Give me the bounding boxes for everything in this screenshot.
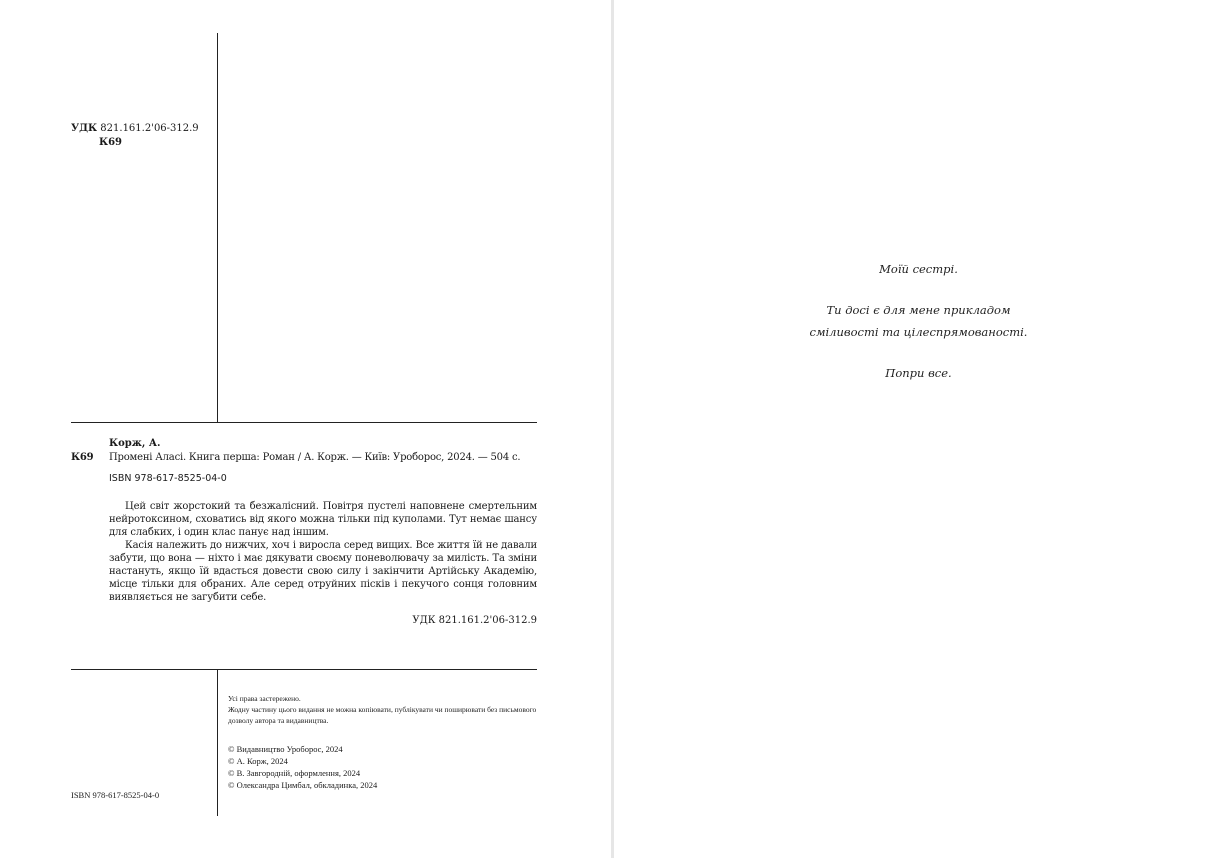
isbn-footer: ISBN 978-617-8525-04-0 [71,790,160,800]
udk-label: УДК [71,123,98,134]
annotation-paragraph: Касія належить до нижчих, хоч і виросла серед вищих. Все життя їй не давали забути, що вона — ніхто і має дякувати своєму поневолювачу за милість. Та зміни настануть, якщо їй вдасться довести свою силу і закінчити Артійську Академію, місце тільки для обраних. Але серед отруйних пісків і пекучого сонця головним виявляється не загубити себе. [109,540,537,603]
annotation-paragraph: Цей світ жорстокий та безжалісний. Повітря пустелі наповнене смертельним нейротоксином, сховатись від якого можна тільки під куполами. Тут немає шансу для слабких, і один клас панує над іншим. [109,501,537,538]
udk-classification [71,122,211,150]
dedication-line: сміливості та цілеспрямованості. [809,325,1028,339]
catalog-isbn: ISBN 978-617-8525-04-0 [109,473,227,484]
catalog-udk: УДК 821.161.2'06-312.9 [412,615,537,626]
dedication [614,258,1223,384]
catalog-author: Корж, А. [109,438,161,449]
copyright-list [228,743,543,791]
copyright-line: © Видавництво Уроборос, 2024 [228,744,343,754]
dedication-line: Ти досі є для мене прикладом [826,303,1011,317]
horizontal-rule-catalog-top [71,422,537,423]
catalog-title: Промені Аласі. Книга перша: Роман / А. Корж. — Київ: Уроборос, 2024. — 504 с. [109,452,521,463]
copyright-line: © Олександра Цимбал, обкладинка, 2024 [228,780,378,790]
horizontal-rule-catalog-bottom [71,669,537,670]
udk-author-code: К69 [99,137,123,148]
udk-number: 821.161.2'06-312.9 [100,123,199,134]
catalog-card [71,437,541,628]
catalog-annotation [71,500,537,604]
rights-text: Жодну частину цього видання не можна копіювати, публікувати чи поширювати без письмового дозволу автора та видавництва. [228,705,537,725]
vertical-rule-top [217,33,218,422]
vertical-rule-bottom [217,670,218,816]
catalog-title-row [71,451,541,465]
rights-notice [228,693,543,726]
dedication-page [614,0,1223,858]
rights-line: Усі права застережено. [228,694,301,703]
copyright-line: © В. Завгородній, оформлення, 2024 [228,768,361,778]
imprint-page [0,0,611,858]
dedication-line: Попри все. [885,366,952,380]
copyright-line: © А. Корж, 2024 [228,756,288,766]
catalog-author-code: К69 [71,452,94,463]
dedication-line: Моїй сестрі. [879,262,958,276]
